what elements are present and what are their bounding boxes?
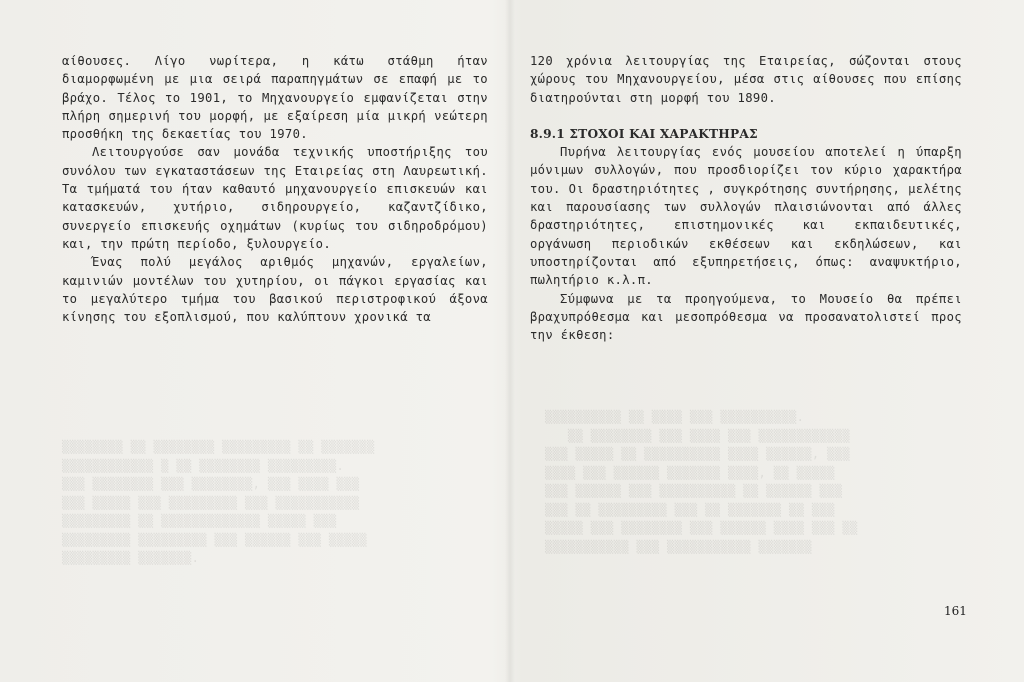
paragraph: Πυρήνα λειτουργίας ενός μουσείου αποτελεί η ύπαρξη μόνιμων συλλογών, που προσδιορίζει τον κύριο χαρακτήρα του. Οι δραστηριότητες , συγκρότησης συντήρησης, μελέτης και παρουσίασης των συλλογών πλαισιώνονται από άλλες δραστηριότητες, επιστημονικές και εκπαιδευτικές, οργάνωση περιοδικών εκθέσεων και εκδηλώσεων, και υποστηρίζονται από εξυπηρετήσεις, όπως: αναψυκτήριο, πωλητήριο κ.λ.π.	[530, 145, 962, 288]
bleed-through-text-right: ▒▒▒▒▒▒▒▒▒▒ ▒▒ ▒▒▒▒ ▒▒▒ ▒▒▒▒▒▒▒▒▒▒. ▒▒ ▒▒▒▒▒▒▒▒ ▒▒▒ ▒▒▒▒ ▒▒▒ ▒▒▒▒▒▒▒▒▒▒▒▒ ▒▒▒ ▒▒▒▒▒ ▒▒ ▒▒▒▒▒▒▒▒▒▒ ▒▒▒▒ ▒▒▒▒▒▒, ▒▒▒ ▒▒▒▒ ▒▒▒ ▒▒▒▒▒▒ ▒▒▒▒▒▒▒ ▒▒▒▒, ▒▒ ▒▒▒▒▒ ▒▒▒ ▒▒▒▒▒▒ ▒▒▒ ▒▒▒▒▒▒▒▒▒▒ ▒▒ ▒▒▒▒▒▒ ▒▒▒ ▒▒▒ ▒▒ ▒▒▒▒▒▒▒▒▒ ▒▒▒ ▒▒ ▒▒▒▒▒▒▒ ▒▒ ▒▒▒ ▒▒▒▒▒ ▒▒▒ ▒▒▒▒▒▒▒▒ ▒▒▒ ▒▒▒▒▒▒ ▒▒▒▒ ▒▒▒ ▒▒ ▒▒▒▒▒▒▒▒▒▒▒ ▒▒▒ ▒▒▒▒▒▒▒▒▒▒▒ ▒▒▒▒▒▒▒	[545, 410, 858, 554]
section-heading: 8.9.1 ΣΤΟΧΟΙ ΚΑΙ ΧΑΡΑΚΤΗΡΑΣ	[530, 126, 758, 141]
paragraph: Ένας πολύ μεγάλος αριθμός μηχανών, εργαλείων, καμινιών μοντέλων του χυτηρίου, οι πάγκοι εργασίας και το μεγαλύτερο τμήμα του βασικού περιστροφικού άξονα κίνησης του εξοπλισμού, που καλύπτουν χρονικά τα	[62, 255, 488, 325]
left-text-column	[62, 52, 488, 326]
right-text-column	[530, 52, 962, 344]
bleed-through-text-left: ▒▒▒▒▒▒▒▒ ▒▒ ▒▒▒▒▒▒▒▒ ▒▒▒▒▒▒▒▒▒ ▒▒ ▒▒▒▒▒▒▒ ▒▒▒▒▒▒▒▒▒▒▒▒ ▒ ▒▒ ▒▒▒▒▒▒▒▒ ▒▒▒▒▒▒▒▒▒. ▒▒▒ ▒▒▒▒▒▒▒▒ ▒▒▒ ▒▒▒▒▒▒▒▒, ▒▒▒ ▒▒▒▒ ▒▒▒ ▒▒▒ ▒▒▒▒▒ ▒▒▒ ▒▒▒▒▒▒▒▒▒ ▒▒▒ ▒▒▒▒▒▒▒▒▒▒▒ ▒▒▒▒▒▒▒▒▒ ▒▒ ▒▒▒▒▒▒▒▒▒▒▒▒▒ ▒▒▒▒▒ ▒▒▒ ▒▒▒▒▒▒▒▒▒ ▒▒▒▒▒▒▒▒▒ ▒▒▒ ▒▒▒▒▒▒ ▒▒▒ ▒▒▒▒▒ ▒▒▒▒▒▒▒▒▒ ▒▒▒▒▒▒▒.	[62, 440, 375, 565]
paragraph: αίθουσες. Λίγο νωρίτερα, η κάτω στάθμη ήταν διαμορφωμένη με μια σειρά παραπηγμάτων σε επαφή με το βράχο. Τέλος το 1901, το Μηχανουργείο εμφανίζεται στην πλήρη σημερινή του μορφή, με εξαίρεση μία μικρή νεώτερη προσθήκη της δεκαετίας του 1970.	[62, 54, 488, 142]
paragraph: Σύμφωνα με τα προηγούμενα, το Μουσείο θα πρέπει βραχυπρόθεσμα και μεσοπρόθεσμα να προσανατολιστεί προς την έκθεση:	[530, 291, 962, 343]
paragraph: 120 χρόνια λειτουργίας της Εταιρείας, σώζονται στους χώρους του Μηχανουργείου, μέσα στις αίθουσες που επίσης διατηρούνται στη μορφή του 1890.	[530, 54, 962, 105]
paragraph: Λειτουργούσε σαν μονάδα τεχνικής υποστήριξης του συνόλου των εγκαταστάσεων της Εταιρείας στη Λαυρεωτική. Τα τμήματά του ήταν καθαυτό μηχανουργείο επισκευών και κατασκευών, χυτήριο, σιδηρουργείο, καζαντζίδικο, συνεργείο επισκευής οχημάτων (κυρίως του σιδηροδρόμου) και, την πρώτη περίοδο, ξυλουργείο.	[62, 145, 488, 251]
page-fold-shadow	[505, 0, 515, 682]
page-number: 161	[944, 604, 967, 618]
